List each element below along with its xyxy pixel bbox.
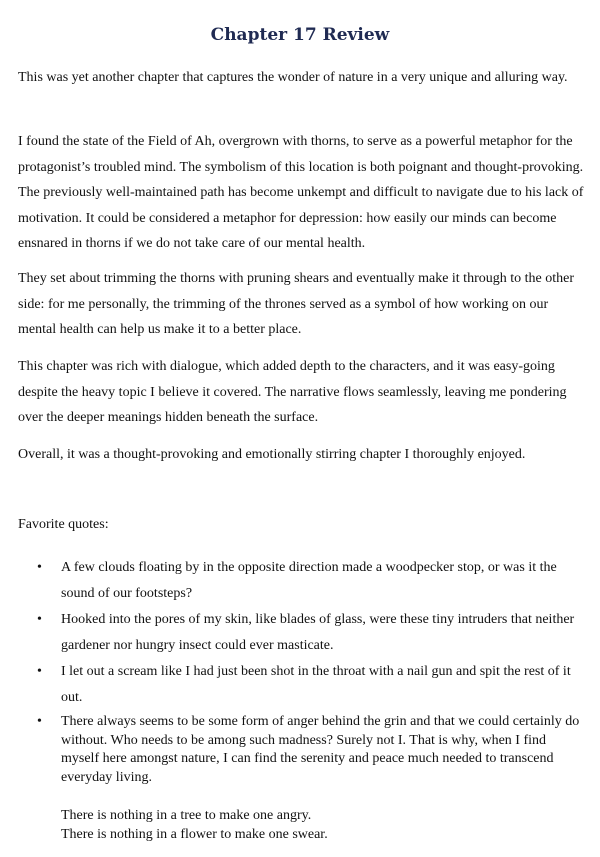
- quote-text: A few clouds floating by in the opposite direction made a woodpecker stop, or was it the sound of our footsteps?: [61, 560, 557, 601]
- quotes-heading: Favorite quotes:: [18, 517, 109, 532]
- paragraph-dialogue: This chapter was rich with dialogue, which added depth to the characters, and it was easy-going despite the heavy topic I believe it covered. The narrative flows seamlessly, leaving me pondering over the deeper meanings hidden beneath the surface.: [18, 359, 567, 425]
- verse-line: There is nothing in a tree to make one angry.: [61, 808, 312, 823]
- quote-item: [37, 607, 586, 658]
- quote-item: [37, 713, 586, 787]
- quote-text: There always seems to be some form of anger behind the grin and that we could certainly do without. Who needs to be among such madness? Surely not I. That is why, when I find myself here amongst nature, I can find the serenity and peace much needed to transcend everyday living.: [61, 714, 580, 785]
- bullet-icon: •: [37, 612, 42, 627]
- paragraph-metaphor: I found the state of the Field of Ah, overgrown with thorns, to serve as a powerful metaphor for the protagonist’s troubled mind. The symbolism of this location is both poignant and thought-provoking. The previously well-maintained path has become unkempt and difficult to navigate due to his lack of motivation. It could be considered a metaphor for depression: how easily our minds can become ensnared in thorns if we do not take care of our mental health.: [18, 134, 584, 251]
- paragraph-intro: This was yet another chapter that captures the wonder of nature in a very unique and alluring way.: [18, 70, 568, 85]
- paragraph-overall: Overall, it was a thought-provoking and emotionally stirring chapter I thoroughly enjoyed.: [18, 447, 526, 462]
- bullet-icon: •: [37, 714, 42, 729]
- quote-text: I let out a scream like I had just been shot in the throat with a nail gun and spit the rest of it out.: [61, 664, 571, 705]
- bullet-icon: •: [37, 664, 42, 679]
- paragraph-trimming: They set about trimming the thorns with pruning shears and eventually make it through to the other side: for me personally, the trimming of the thrones served as a symbol of how working on our mental health can help us make it to a better place.: [18, 271, 574, 337]
- bullet-icon: •: [37, 560, 42, 575]
- page-title: Chapter 17 Review: [210, 25, 390, 46]
- verse-line: There is nothing in a flower to make one swear.: [61, 827, 328, 842]
- quote-item: [37, 659, 586, 710]
- quote-item: [37, 555, 586, 606]
- quote-text: Hooked into the pores of my skin, like blades of glass, were these tiny intruders that neither gardener nor hungry insect could ever masticate.: [61, 612, 575, 653]
